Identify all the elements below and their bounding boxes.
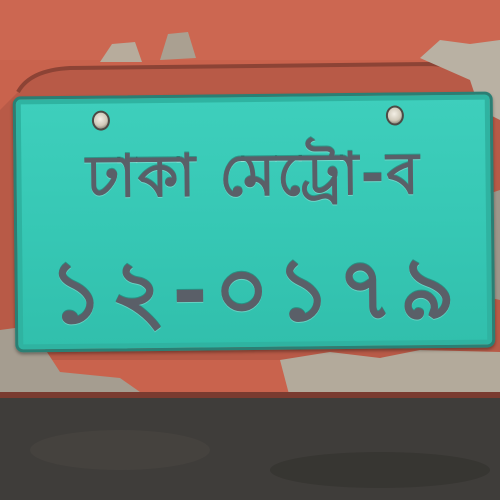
plate-city-line: ঢাকা মেট্রো-ব [85, 139, 422, 211]
license-plate [13, 91, 496, 352]
bolt-icon [92, 111, 110, 131]
plate-number-line: ১২-০১৭৯ [47, 238, 462, 344]
bolt-icon [386, 105, 404, 125]
